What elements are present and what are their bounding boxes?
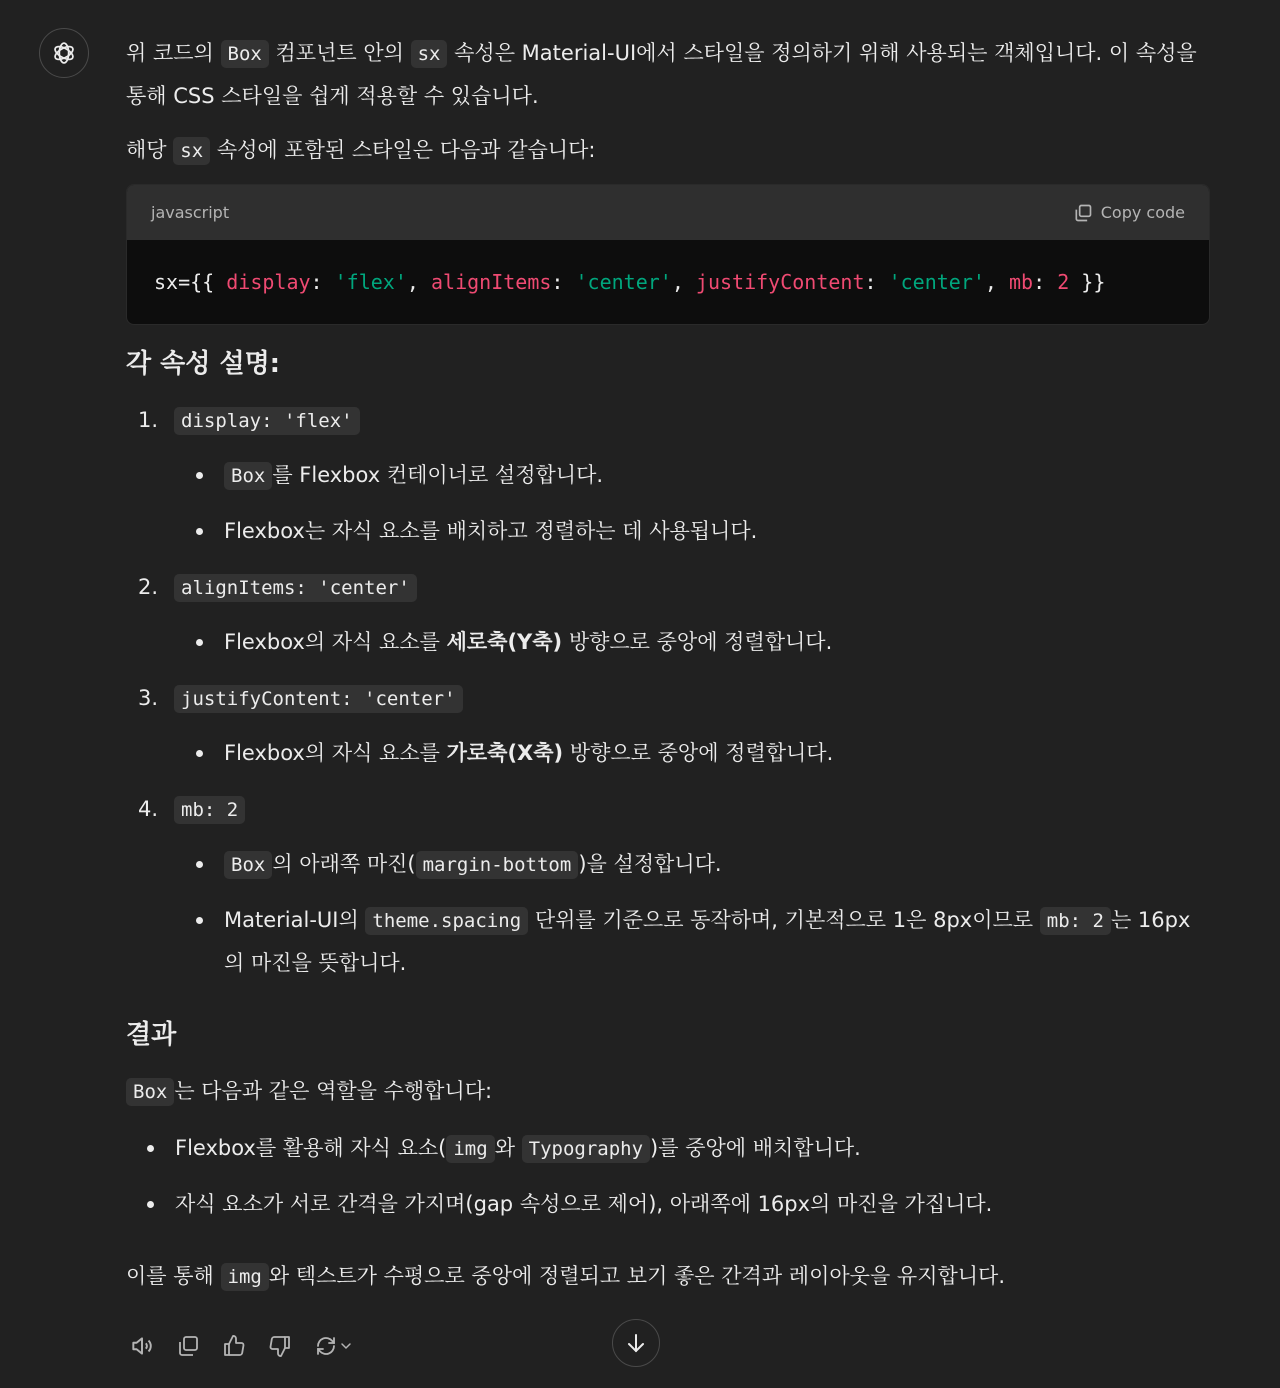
text: 컴포넌트 안의 <box>268 41 411 65</box>
list-item <box>224 899 1210 984</box>
property-item <box>126 399 1210 552</box>
code-token: mb <box>1009 270 1034 294</box>
code-token: alignItems <box>430 270 552 294</box>
code-token: : <box>551 270 576 294</box>
code-token: , <box>984 270 1010 294</box>
text: 속성은 Material-UI에서 스타일을 정의하기 위해 사용되는 객체입니다. 이 속성을 통해 CSS 스타일을 쉽게 적용할 수 있습니다. <box>126 41 1197 108</box>
text: 해당 <box>126 138 174 162</box>
conclusion-paragraph <box>126 1255 1210 1298</box>
bullet-list <box>174 621 1210 663</box>
list-item <box>175 1183 1210 1225</box>
text: 자식 요소가 서로 간격을 가지며(gap 속성으로 제어), 아래쪽에 16px의 마진을 가집니다. <box>175 1192 993 1216</box>
inline-code: img <box>446 1135 494 1163</box>
text: )을 설정합니다. <box>578 852 722 876</box>
code-block-header <box>127 185 1209 240</box>
inline-code: display: 'flex' <box>174 407 360 435</box>
read-aloud-button[interactable] <box>126 1330 158 1362</box>
inline-code: theme.spacing <box>365 907 528 935</box>
code-language-label: javascript <box>151 202 230 222</box>
regenerate-icon <box>314 1334 338 1358</box>
inline-code: Box <box>224 462 272 490</box>
list-item <box>224 732 1210 774</box>
inline-code: justifyContent: 'center' <box>174 685 463 713</box>
code-token: 2 <box>1057 270 1070 294</box>
text: 와 <box>494 1136 522 1160</box>
list-item <box>224 621 1210 663</box>
regenerate-button[interactable] <box>310 1330 358 1362</box>
result-list <box>126 1127 1210 1225</box>
property-item <box>126 566 1210 663</box>
result-intro <box>126 1070 1210 1113</box>
message-actions <box>126 1330 358 1362</box>
code-content <box>127 240 1209 324</box>
assistant-avatar <box>39 28 89 78</box>
text: Flexbox는 자식 요소를 배치하고 정렬하는 데 사용됩니다. <box>224 519 758 543</box>
code-token: display <box>226 270 311 294</box>
text: 방향으로 중앙에 정렬합니다. <box>562 630 833 654</box>
code-token: }} <box>1069 270 1106 294</box>
inline-code: sx <box>411 40 448 68</box>
list-item <box>224 843 1210 886</box>
text: 속성에 포함된 스타일은 다음과 같습니다: <box>210 138 596 162</box>
list-number: 2. <box>138 575 159 599</box>
copy-message-button[interactable] <box>172 1330 204 1362</box>
code-block <box>126 184 1210 325</box>
list-number: 4. <box>138 797 159 821</box>
inline-code: img <box>221 1263 269 1291</box>
arrow-down-icon <box>624 1331 648 1355</box>
text: 의 아래쪽 마진( <box>272 852 416 876</box>
bold-text: 세로축(Y축) <box>446 630 563 654</box>
text: Material-UI의 <box>224 908 366 932</box>
copy-icon <box>176 1334 200 1358</box>
code-token: , <box>406 270 431 294</box>
scroll-to-bottom-button[interactable] <box>612 1319 660 1367</box>
speaker-icon <box>129 1333 155 1359</box>
bullet-list <box>174 454 1210 552</box>
code-token: : <box>864 270 889 294</box>
openai-logo-icon <box>50 39 78 67</box>
bold-text: 가로축(X축) <box>446 741 564 765</box>
code-token: : <box>1033 270 1058 294</box>
text: 를 Flexbox 컨테이너로 설정합니다. <box>272 463 604 487</box>
text: 위 코드의 <box>126 41 221 65</box>
code-token: justifyContent <box>695 270 865 294</box>
code-token: 'center' <box>575 270 672 294</box>
list-number: 3. <box>138 686 159 710</box>
text: 이를 통해 <box>126 1264 221 1288</box>
intro-paragraph <box>126 32 1210 117</box>
text: 와 텍스트가 수평으로 중앙에 정렬되고 보기 좋은 간격과 레이아웃을 유지합니다. <box>268 1264 1006 1288</box>
text: 방향으로 중앙에 정렬합니다. <box>563 741 834 765</box>
text: 는 다음과 같은 역할을 수행합니다: <box>174 1079 493 1103</box>
text: 는 16px의 마진을 뜻합니다. <box>224 908 1191 975</box>
copy-code-button[interactable] <box>1073 203 1185 223</box>
inline-code: mb: 2 <box>174 796 245 824</box>
list-number: 1. <box>138 408 159 432</box>
inline-code: mb: 2 <box>1040 907 1111 935</box>
bad-response-button[interactable] <box>264 1330 296 1362</box>
inline-code: sx <box>173 137 210 165</box>
inline-code: Box <box>221 40 269 68</box>
property-item <box>126 677 1210 774</box>
thumbs-down-icon <box>268 1334 292 1358</box>
text: Flexbox를 활용해 자식 요소( <box>175 1136 447 1160</box>
styles-intro-paragraph <box>126 129 1210 172</box>
inline-code: margin-bottom <box>416 851 579 879</box>
inline-code: Box <box>224 851 272 879</box>
assistant-message <box>126 32 1210 1298</box>
inline-code: alignItems: 'center' <box>174 574 417 602</box>
copy-icon <box>1073 203 1093 223</box>
text: 단위를 기준으로 동작하며, 기본적으로 1은 8px이므로 <box>528 908 1040 932</box>
code-token: 'center' <box>888 270 985 294</box>
property-item <box>126 788 1210 984</box>
code-token: , <box>671 270 696 294</box>
code-token: sx={{ <box>154 270 227 294</box>
copy-code-label: Copy code <box>1100 202 1185 222</box>
bullet-list <box>174 843 1210 984</box>
text: )를 중앙에 배치합니다. <box>650 1136 861 1160</box>
code-token: 'flex' <box>334 270 407 294</box>
thumbs-up-icon <box>222 1334 246 1358</box>
good-response-button[interactable] <box>218 1330 250 1362</box>
inline-code: Typography <box>522 1135 650 1163</box>
inline-code: Box <box>126 1078 174 1106</box>
bullet-list <box>174 732 1210 774</box>
text: Flexbox의 자식 요소를 <box>224 741 447 765</box>
code-token: : <box>310 270 335 294</box>
list-item <box>224 510 1210 552</box>
section-title: 결과 <box>126 1020 177 1050</box>
property-list <box>126 399 1210 984</box>
list-item <box>224 454 1210 497</box>
text: Flexbox의 자식 요소를 <box>224 630 447 654</box>
list-item <box>175 1127 1210 1170</box>
section-title: 각 속성 설명: <box>126 349 281 379</box>
chevron-down-icon <box>338 1338 354 1354</box>
